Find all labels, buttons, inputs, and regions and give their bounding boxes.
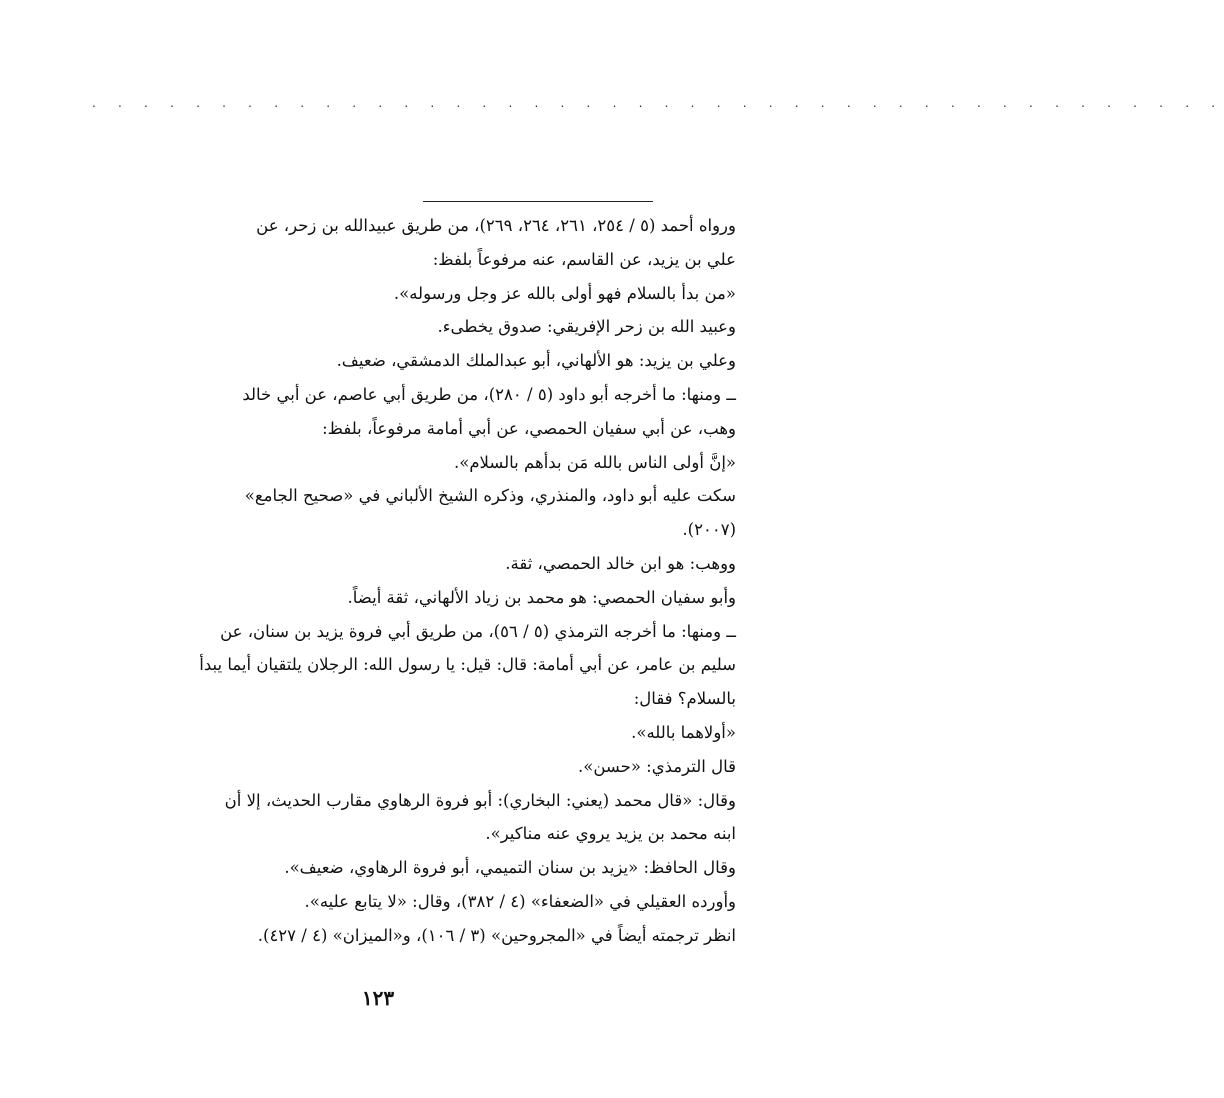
text-line: بالسلام؟ فقال: [633,689,736,709]
text-line: وعبيد الله بن زحر الإفريقي: صدوق يخطىء. [437,317,736,337]
text-line: قال الترمذي: «حسن». [578,756,736,776]
footnote-separator [423,201,653,202]
text-line: (٢٠٠٧). [682,520,736,540]
text-line: «من بدأ بالسلام فهو أولى بالله عز وجل ورسوله». [393,283,736,303]
page-number: ١٢٣ [361,986,395,1010]
text-line: سكت عليه أبو داود، والمنذري، وذكره الشيخ الألباني في «صحيح الجامع» [244,486,736,506]
text-line: انظر ترجمته أيضاً في «المجروحين» (٣ / ١٠٦)، و«الميزان» (٤ / ٤٢٧). [257,925,736,945]
header-dotted-line: . . . . . . . . . . . . . . . . . . . . . . . . . . . . . . . . . . . . . . . . . . . . [92,96,1224,110]
text-line: ــ ومنها: ما أخرجه الترمذي (٥ / ٥٦)، من طريق أبي فروة يزيد بن سنان، عن [220,621,736,641]
text-line: وقال: «قال محمد (يعني: البخاري): أبو فروة الرهاوي مقارب الحديث، إلا أن [224,790,736,810]
text-line: ابنه محمد بن يزيد يروي عنه مناكير». [485,824,736,844]
text-line: سليم بن عامر، عن أبي أمامة: قال: قيل: يا رسول الله: الرجلان يلتقيان أيما يبدأ [199,655,736,675]
text-line: وعلي بن يزيد: هو الألهاني، أبو عبدالملك الدمشقي، ضعيف. [336,351,736,371]
text-line: وقال الحافظ: «يزيد بن سنان التميمي، أبو فروة الرهاوي، ضعيف». [284,858,736,878]
text-line: وأورده العقيلي في «الضعفاء» (٤ / ٣٨٢)، وقال: «لا يتابع عليه». [304,891,736,911]
text-line: وأبو سفيان الحمصي: هو محمد بن زياد الألهاني، ثقة أيضاً. [347,587,736,607]
text-line: وهب، عن أبي سفيان الحمصي، عن أبي أمامة مرفوعاً، بلفظ: [322,418,736,438]
text-line: ورواه أحمد (٥ / ٢٥٤، ٢٦١، ٢٦٤، ٢٦٩)، من طريق عبيدالله بن زحر، عن [256,216,736,235]
text-line: «أولاهما بالله». [631,722,736,742]
text-line: علي بن يزيد، عن القاسم، عنه مرفوعاً بلفظ: [432,249,736,269]
footnote-text [96,209,736,953]
text-line: ــ ومنها: ما أخرجه أبو داود (٥ / ٢٨٠)، من طريق أبي عاصم، عن أبي خالد [242,384,736,404]
text-line: «إنَّ أولى الناس بالله مَن بدأهم بالسلام». [454,452,736,472]
text-line: ووهب: هو ابن خالد الحمصي، ثقة. [505,553,736,573]
